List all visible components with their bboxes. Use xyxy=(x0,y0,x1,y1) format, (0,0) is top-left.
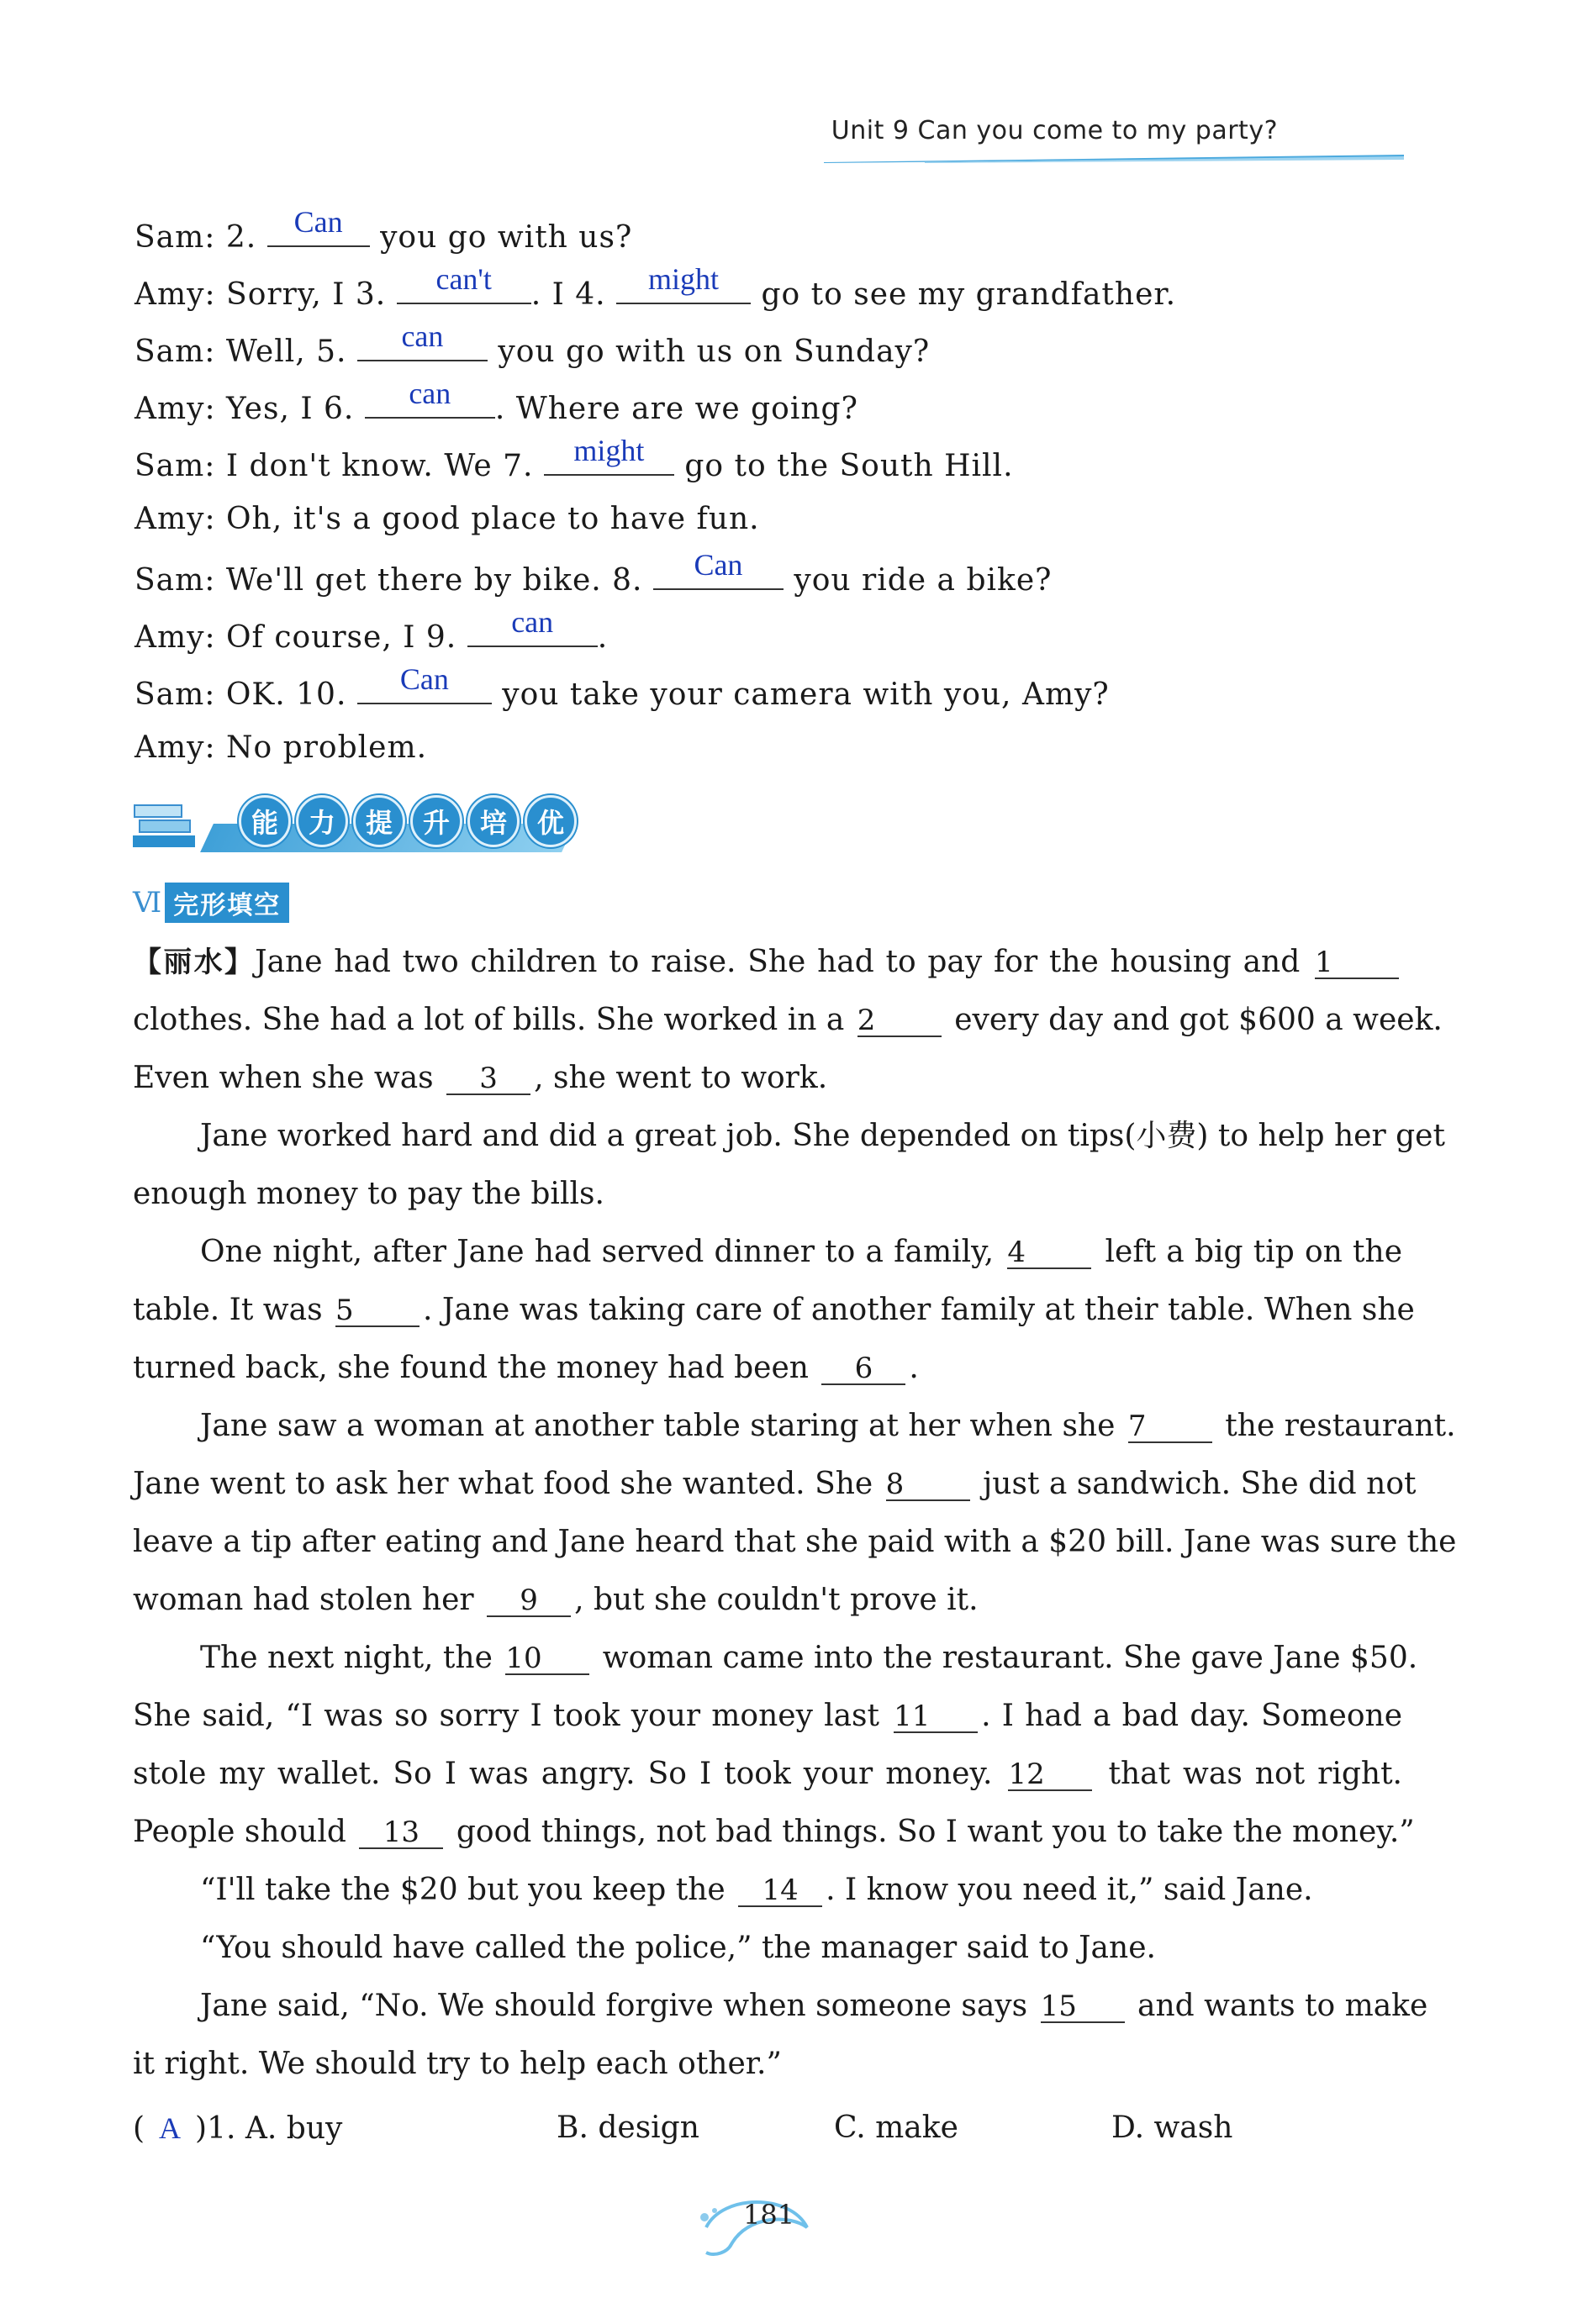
answer-blank-9 xyxy=(467,605,598,647)
passage-text: . I had a bad day. Someone xyxy=(981,1699,1402,1733)
dialogue-text: . xyxy=(597,620,609,655)
passage-line xyxy=(133,1062,1402,1095)
dialogue-line-6 xyxy=(135,503,760,536)
passage-text: Jane saw a woman at another table staring at her when she xyxy=(200,1409,1125,1443)
cloze-blank: 12 xyxy=(1008,1759,1092,1791)
passage-text: . I know you need it,” said Jane. xyxy=(826,1873,1313,1907)
dialogue-text: Amy: Sorry, I 3. xyxy=(135,277,397,312)
passage-line xyxy=(200,1873,1402,1907)
passage-line xyxy=(200,1931,1402,1965)
cloze-blank: 3 xyxy=(446,1063,530,1095)
passage-line xyxy=(133,1815,1415,1849)
page-header xyxy=(824,111,1404,170)
books-icon xyxy=(131,797,198,852)
cloze-blank: 13 xyxy=(359,1817,443,1849)
passage-text: Jane went to ask her what food she wanted. She xyxy=(133,1467,883,1501)
dialogue-text: Sam: OK. 10. xyxy=(135,677,357,712)
passage-text: it right. We should try to help each other.” xyxy=(133,2047,782,2081)
source-tag: 【丽水】 xyxy=(133,946,256,979)
passage-line xyxy=(133,2047,1402,2081)
cloze-blank: 6 xyxy=(821,1353,905,1385)
page-number: 181 xyxy=(743,2199,795,2231)
passage-line xyxy=(133,1293,1415,1327)
cloze-blank: 4 xyxy=(1007,1237,1091,1269)
cloze-blank: 9 xyxy=(487,1585,571,1617)
cloze-blank: 8 xyxy=(886,1469,970,1501)
dialogue-text: . I 4. xyxy=(530,277,617,312)
dialogue-line-8 xyxy=(135,605,609,655)
passage-text: woman had stolen her xyxy=(133,1583,484,1617)
cloze-blank: 7 xyxy=(1128,1411,1212,1443)
answer-blank-10 xyxy=(357,662,492,704)
dialogue-text: you ride a bike? xyxy=(783,563,1053,598)
banner-title xyxy=(239,795,577,847)
passage-text: Jane had two children to raise. She had to pay for the housing and xyxy=(255,945,1311,979)
passage-text: Jane said, “No. We should forgive when someone says xyxy=(200,1989,1037,2023)
passage-line xyxy=(133,1178,1402,1211)
passage-line xyxy=(133,1525,1457,1559)
question-1 xyxy=(133,2111,342,2146)
dialogue-line-3 xyxy=(135,319,931,369)
cloze-blank: 15 xyxy=(1041,1991,1125,2023)
dialogue-line-9 xyxy=(135,662,1110,712)
passage-line xyxy=(133,1003,1443,1037)
passage-text: “You should have called the police,” the manager said to Jane. xyxy=(200,1931,1156,1965)
passage-text: every day and got $600 a week. xyxy=(944,1003,1443,1037)
answer-blank-7 xyxy=(544,434,674,476)
dialogue-line-4 xyxy=(135,377,858,426)
passage-line xyxy=(133,1757,1402,1791)
option-a: )1. A. buy xyxy=(195,2111,343,2146)
passage-text: enough money to pay the bills. xyxy=(133,1177,604,1211)
option-b: B. design xyxy=(557,2111,699,2145)
passage-text: good things, not bad things. So I want you to take the money.” xyxy=(446,1815,1415,1849)
dialogue-line-1 xyxy=(135,205,633,255)
passage-line xyxy=(133,1467,1417,1501)
unit-title: Unit 9 Can you come to my party? xyxy=(831,116,1278,145)
banner-char: 升 xyxy=(410,795,462,847)
passage-line xyxy=(200,1641,1418,1675)
passage-line xyxy=(133,1584,1402,1617)
cloze-blank: 10 xyxy=(505,1643,589,1675)
section-title: 完形填空 xyxy=(165,883,289,923)
handwritten-answer: can xyxy=(409,377,451,410)
passage-text: Even when she was xyxy=(133,1061,444,1095)
passage-text: the restaurant. xyxy=(1215,1409,1456,1443)
dialogue-text: Amy: Of course, I 9. xyxy=(135,620,467,655)
answer-blank-5 xyxy=(357,319,488,361)
dialogue-text: Sam: We'll get there by bike. 8. xyxy=(135,563,653,598)
option-c: C. make xyxy=(834,2111,958,2145)
dialogue-line-7 xyxy=(135,548,1053,598)
handwritten-answer: A xyxy=(159,2111,182,2145)
passage-line xyxy=(200,1236,1402,1269)
passage-text: . Jane was taking care of another family at their table. When she xyxy=(423,1293,1415,1327)
passage-text: just a sandwich. She did not xyxy=(973,1467,1417,1501)
cloze-blank: 2 xyxy=(857,1005,942,1037)
dialogue-line-2 xyxy=(135,262,1177,312)
answer-blank-8 xyxy=(653,548,784,590)
handwritten-answer: Can xyxy=(694,548,743,582)
dialogue-text: Sam: Well, 5. xyxy=(135,335,357,369)
handwritten-answer: Can xyxy=(399,662,449,696)
cloze-blank: 5 xyxy=(335,1295,419,1327)
handwritten-answer: Can xyxy=(293,205,343,239)
dialogue-text: you go with us? xyxy=(369,220,633,255)
passage-line xyxy=(200,1119,1445,1153)
answer-blank-2 xyxy=(267,205,370,247)
answer-blank-6 xyxy=(365,377,495,419)
dialogue-text: Sam: I don't know. We 7. xyxy=(135,449,544,483)
dialogue-line-10 xyxy=(135,731,427,765)
dialogue-text: go to the South Hill. xyxy=(673,449,1014,483)
passage-text: table. It was xyxy=(133,1293,333,1327)
passage-text: and wants to make xyxy=(1127,1989,1428,2023)
dialogue-text: you take your camera with you, Amy? xyxy=(491,677,1110,712)
dialogue-text: you go with us on Sunday? xyxy=(487,335,931,369)
banner-char: 优 xyxy=(525,795,577,847)
answer-paren: ( xyxy=(133,2111,145,2146)
passage-text: , but she couldn't prove it. xyxy=(574,1583,979,1617)
section-number: Ⅵ xyxy=(133,888,162,919)
dialogue-text: Amy: Oh, it's a good place to have fun. xyxy=(135,502,760,536)
banner-char: 能 xyxy=(239,795,291,847)
passage-text: turned back, she found the money had been xyxy=(133,1351,819,1385)
passage-line xyxy=(200,1989,1428,2023)
section-banner xyxy=(131,790,568,857)
dialogue-text: . Where are we going? xyxy=(494,392,858,426)
dialogue-line-5 xyxy=(135,434,1014,483)
answer-blank-4 xyxy=(616,262,751,304)
header-decorative-line xyxy=(824,155,1404,161)
dialogue-text: Amy: No problem. xyxy=(135,730,428,765)
option-d: D. wash xyxy=(1111,2111,1233,2145)
passage-text: The next night, the xyxy=(200,1641,503,1675)
banner-char: 培 xyxy=(467,795,520,847)
dialogue-text: Amy: Yes, I 6. xyxy=(135,392,365,426)
handwritten-answer: can xyxy=(511,605,554,639)
page-number-badge xyxy=(689,2177,824,2269)
handwritten-answer: can't xyxy=(435,262,492,296)
passage-line xyxy=(200,1409,1456,1443)
passage-text: , she went to work. xyxy=(534,1061,828,1095)
passage-text: One night, after Jane had served dinner to a family, xyxy=(200,1235,1005,1269)
cloze-blank: 14 xyxy=(738,1875,822,1907)
handwritten-answer: can xyxy=(401,319,444,353)
passage-text: that was not right. xyxy=(1095,1757,1402,1791)
handwritten-answer: might xyxy=(573,434,645,467)
passage-text: leave a tip after eating and Jane heard that she paid with a $20 bill. Jane was sure the xyxy=(133,1525,1457,1559)
passage-text: woman came into the restaurant. She gave Jane $50. xyxy=(593,1641,1418,1675)
passage-text: . xyxy=(909,1351,919,1385)
passage-text: clothes. She had a lot of bills. She worked in a xyxy=(133,1003,854,1037)
answer-blank-3 xyxy=(397,262,531,304)
passage-line xyxy=(133,1352,1402,1385)
passage-text: Jane worked hard and did a great job. She depended on tips(小费) to help her get xyxy=(200,1119,1445,1153)
section-heading xyxy=(133,885,289,920)
passage-text: stole my wallet. So I was angry. So I took your money. xyxy=(133,1757,1005,1791)
dialogue-text: go to see my grandfather. xyxy=(751,277,1177,312)
passage-text: “I'll take the $20 but you keep the xyxy=(200,1873,736,1907)
cloze-blank: 11 xyxy=(894,1701,978,1733)
passage-text: She said, “I was so sorry I took your money last xyxy=(133,1699,891,1733)
passage-text: People should xyxy=(133,1815,356,1849)
passage-line xyxy=(133,1700,1402,1733)
banner-char: 提 xyxy=(353,795,405,847)
passage-text: left a big tip on the xyxy=(1095,1235,1402,1269)
cloze-blank: 1 xyxy=(1315,947,1399,979)
banner-char: 力 xyxy=(296,795,348,847)
dialogue-text: Sam: 2. xyxy=(135,220,267,255)
handwritten-answer: might xyxy=(648,262,720,296)
passage-line xyxy=(133,946,1402,979)
